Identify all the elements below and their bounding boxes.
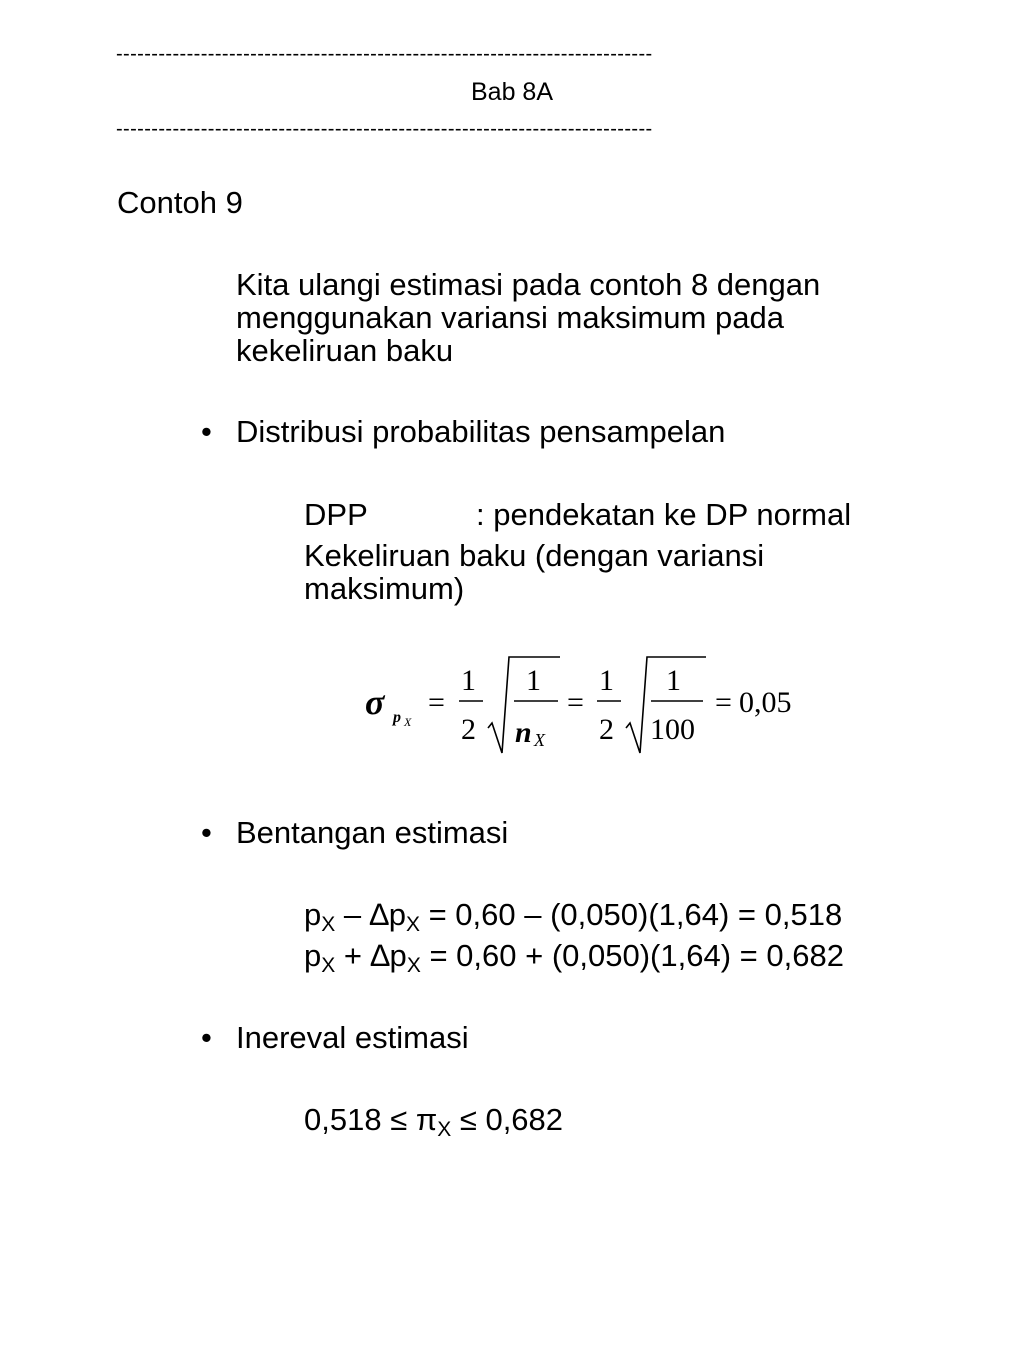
formula-n: n bbox=[515, 716, 532, 749]
bullet-marker: • bbox=[201, 414, 212, 449]
formula-n-sub: X bbox=[534, 730, 545, 750]
formula-sub-x: X bbox=[404, 715, 412, 729]
formula-result: 0,05 bbox=[739, 686, 792, 719]
formula-equals: = bbox=[428, 686, 445, 719]
formula-equals: = bbox=[567, 686, 584, 719]
header-bottom-rule: ---------------------------------------------------------------------------- bbox=[116, 118, 653, 140]
bullet-label: Inereval estimasi bbox=[236, 1020, 469, 1055]
dpp-label: DPP bbox=[304, 497, 368, 532]
intro-paragraph bbox=[236, 268, 820, 367]
kekeliruan-text bbox=[304, 539, 764, 605]
bentangan-upper: $p_X + \Delta p_X = 0,60 + (0,050)(1,64) = 0,682$ bbox=[304, 938, 844, 977]
bentangan-lower: $p_X - \Delta p_X = 0,60 - (0,050)(1,64) = 0,518$ bbox=[304, 897, 843, 936]
formula-sqrt-numerator: 1 bbox=[526, 664, 541, 697]
kekeliruan-line: Kekeliruan baku (dengan variansi bbox=[304, 538, 765, 573]
standard-error-formula bbox=[365, 650, 835, 760]
intro-line: menggunakan variansi maksimum pada bbox=[236, 300, 784, 335]
formula-sigma: σ bbox=[365, 682, 385, 722]
formula-denominator: 2 bbox=[461, 713, 476, 746]
formula-equals: = bbox=[715, 686, 732, 719]
formula-sqrt-denominator: 100 bbox=[650, 713, 695, 746]
bullet-label: Distribusi probabilitas pensampelan bbox=[236, 414, 726, 449]
formula-sqrt-numerator: 1 bbox=[666, 664, 681, 697]
bullet-item bbox=[201, 1020, 469, 1056]
bullet-marker: • bbox=[201, 815, 212, 850]
bullet-label: Bentangan estimasi bbox=[236, 815, 509, 850]
bullet-marker: • bbox=[201, 1020, 212, 1055]
formula-numerator: 1 bbox=[599, 664, 614, 697]
kekeliruan-line: maksimum) bbox=[304, 571, 465, 606]
example-heading: Contoh 9 bbox=[117, 185, 243, 220]
dpp-value: : pendekatan ke DP normal bbox=[476, 497, 852, 532]
formula-sub-p: p bbox=[393, 709, 401, 726]
formula-denominator: 2 bbox=[599, 713, 614, 746]
formula-numerator: 1 bbox=[461, 664, 476, 697]
header-top-rule: ---------------------------------------------------------------------------- bbox=[116, 43, 653, 65]
intro-line: kekeliruan baku bbox=[236, 333, 454, 368]
intro-line: Kita ulangi estimasi pada contoh 8 dengan bbox=[236, 267, 821, 302]
bullet-item bbox=[201, 414, 726, 450]
interval-expression: $0,518 \le \pi_X \le 0,682$ bbox=[304, 1102, 564, 1141]
bullet-item bbox=[201, 815, 509, 851]
header-title: Bab 8A bbox=[470, 78, 553, 106]
